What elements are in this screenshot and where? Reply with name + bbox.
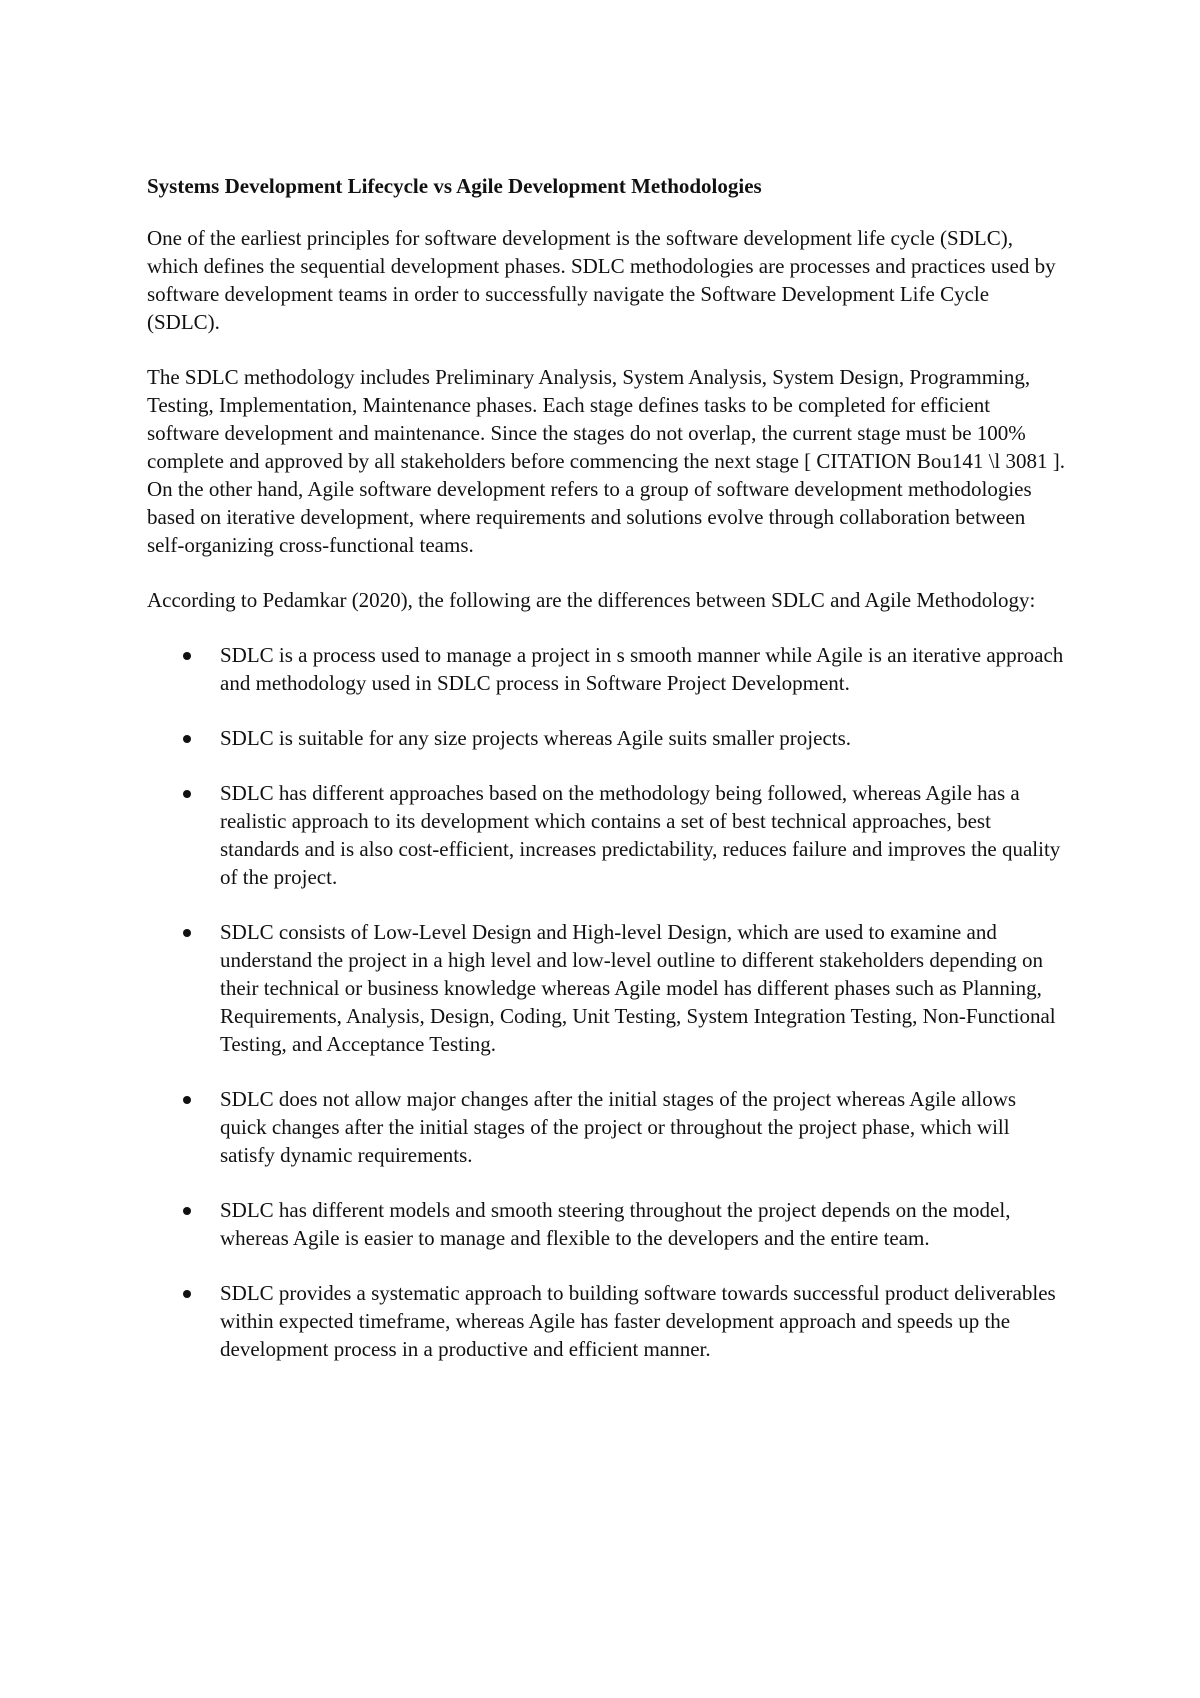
bullet-icon: [183, 735, 191, 743]
list-item: [147, 779, 1067, 891]
list-item-text: SDLC provides a systematic approach to building software towards successful product deliverables within expected timeframe, whereas Agile has faster development approach and speeds up the development process in a productive and efficient manner.: [220, 1281, 1056, 1361]
bullet-icon: [183, 652, 191, 660]
list-item: [147, 724, 1067, 752]
paragraph-methodology: The SDLC methodology includes Preliminary Analysis, System Analysis, System Design, Programming, Testing, Implementation, Maintenance phases. Each stage defines tasks to be completed for efficient software development and maintenance. Since the stages do not overlap, the current stage must be 100% complete and approved by all stakeholders before commencing the next stage [ CITATION Bou141 \l 3081 ]. On the other hand, Agile software development refers to a group of software development methodologies based on iterative development, where requirements and solutions evolve through collaboration between self-organizing cross-functional teams.: [147, 365, 1065, 557]
list-item: [147, 641, 1067, 697]
list-item-text: SDLC is a process used to manage a project in s smooth manner while Agile is an iterative approach and methodology used in SDLC process in Software Project Development.: [220, 643, 1064, 695]
bullet-icon: [183, 1290, 191, 1298]
document-title: Systems Development Lifecycle vs Agile Development Methodologies: [147, 174, 762, 198]
paragraph-intro: One of the earliest principles for software development is the software development life cycle (SDLC), which defines the sequential development phases. SDLC methodologies are processes and practices used by software development teams in order to successfully navigate the Software Development Life Cycle (SDLC).: [147, 226, 1056, 334]
differences-list: [147, 641, 1067, 1363]
bullet-icon: [183, 929, 191, 937]
list-item: [147, 918, 1067, 1058]
list-item-text: SDLC has different models and smooth steering throughout the project depends on the model, whereas Agile is easier to manage and flexible to the developers and the entire team.: [220, 1198, 1011, 1250]
paragraph-differences-intro: According to Pedamkar (2020), the following are the differences between SDLC and Agile Methodology:: [147, 588, 1036, 612]
list-item: [147, 1196, 1067, 1252]
list-item-text: SDLC consists of Low-Level Design and High-level Design, which are used to examine and understand the project in a high level and low-level outline to different stakeholders depending on their technical or business knowledge whereas Agile model has different phases such as Planning, Requirements, Analysis, Design, Coding, Unit Testing, System Integration Testing, Non-Functional Testing, and Acceptance Testing.: [220, 920, 1056, 1056]
document-page: [147, 172, 1067, 1390]
bullet-icon: [183, 1096, 191, 1104]
list-item-text: SDLC has different approaches based on the methodology being followed, whereas Agile has a realistic approach to its development which contains a set of best technical approaches, best standards and is also cost-efficient, increases predictability, reduces failure and improves the quality of the project.: [220, 781, 1061, 889]
list-item-text: SDLC is suitable for any size projects whereas Agile suits smaller projects.: [220, 726, 852, 750]
list-item: [147, 1085, 1067, 1169]
bullet-icon: [183, 1207, 191, 1215]
bullet-icon: [183, 790, 191, 798]
list-item-text: SDLC does not allow major changes after the initial stages of the project whereas Agile allows quick changes after the initial stages of the project or throughout the project phase, which will satisfy dynamic requirements.: [220, 1087, 1017, 1167]
list-item: [147, 1279, 1067, 1363]
